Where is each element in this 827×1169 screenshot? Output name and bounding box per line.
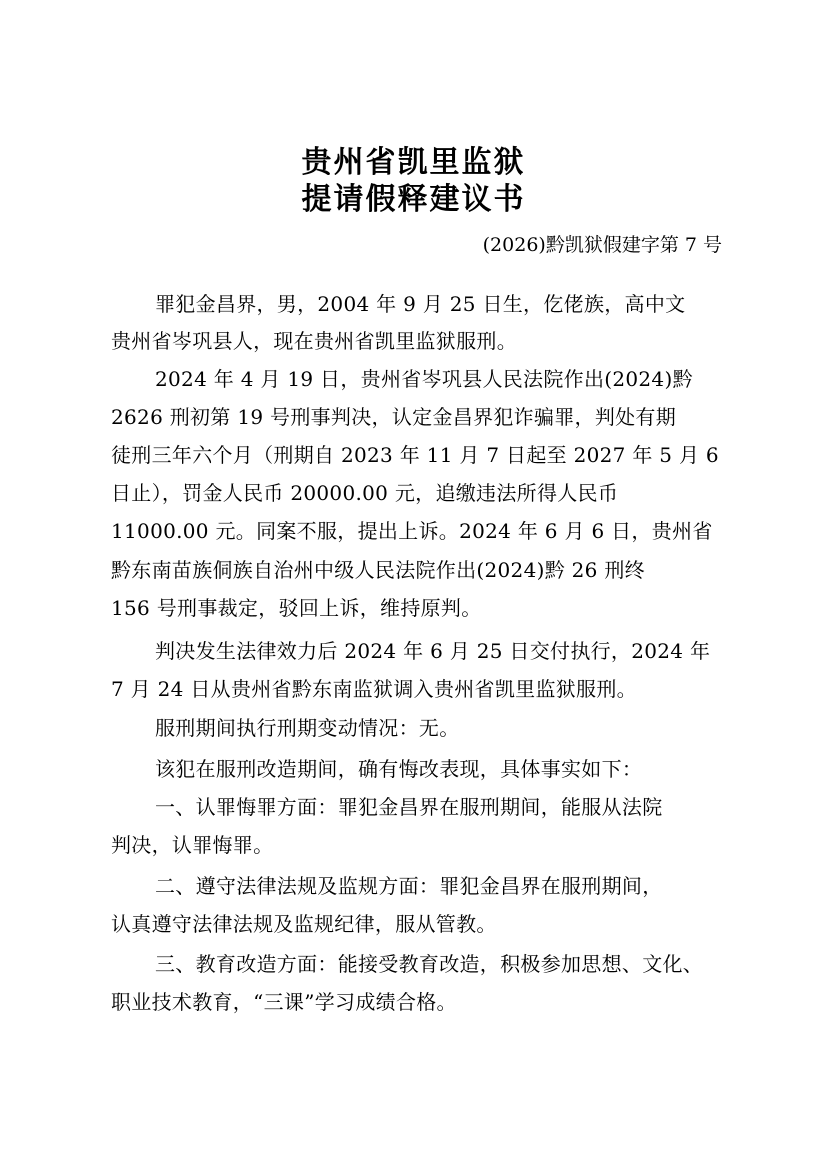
body-line: 判决，认罪悔罪。	[111, 833, 274, 857]
body-line: 职业技术教育，“三课”学习成绩合格。	[111, 990, 457, 1014]
body-line: 156 号刑事裁定，驳回上诉，维持原判。	[111, 596, 482, 620]
body-line: 三、教育改造方面：能接受教育改造，积极参加思想、文化、	[155, 952, 704, 976]
body-line: 贵州省岑巩县人，现在贵州省凯里监狱服刑。	[111, 329, 517, 353]
body-line: 判决发生法律效力后 2024 年 6 月 25 日交付执行，2024 年	[155, 639, 711, 663]
body-line: 日止），罚金人民币 20000.00 元，追缴违法所得人民币	[111, 481, 619, 505]
body-line: 黔东南苗族侗族自治州中级人民法院作出(2024)黔 26 刑终	[111, 558, 645, 582]
body-line: 该犯在服刑改造期间，确有悔改表现，具体事实如下：	[155, 757, 643, 781]
body-line: 服刑期间执行刑期变动情况：无。	[155, 716, 460, 740]
document-title-line2: 提请假释建议书	[301, 182, 526, 217]
body-line: 徒刑三年六个月（刑期自 2023 年 11 月 7 日起至 2027 年 5 月 6	[111, 443, 719, 467]
document-number: (2026)黔凯狱假建字第 7 号	[482, 234, 722, 256]
body-line: 二、遵守法律法规及监规方面：罪犯金昌界在服刑期间，	[155, 874, 663, 898]
body-line: 2626 刑初第 19 号刑事判决，认定金昌界犯诈骗罪，判处有期	[111, 405, 677, 429]
body-line: 11000.00 元。同案不服，提出上诉。2024 年 6 月 6 日，贵州省	[111, 519, 713, 543]
body-line: 认真遵守法律法规及监规纪律，服从管教。	[111, 912, 497, 936]
body-line: 一、认罪悔罪方面：罪犯金昌界在服刑期间，能服从法院	[155, 795, 663, 819]
body-line: 罪犯金昌界，男，2004 年 9 月 25 日生，仡佬族，高中文	[155, 292, 686, 316]
body-line: 2024 年 4 月 19 日，贵州省岑巩县人民法院作出(2024)黔	[155, 367, 693, 391]
body-line: 7 月 24 日从贵州省黔东南监狱调入贵州省凯里监狱服刑。	[111, 677, 637, 701]
document-title-line1: 贵州省凯里监狱	[301, 145, 526, 180]
